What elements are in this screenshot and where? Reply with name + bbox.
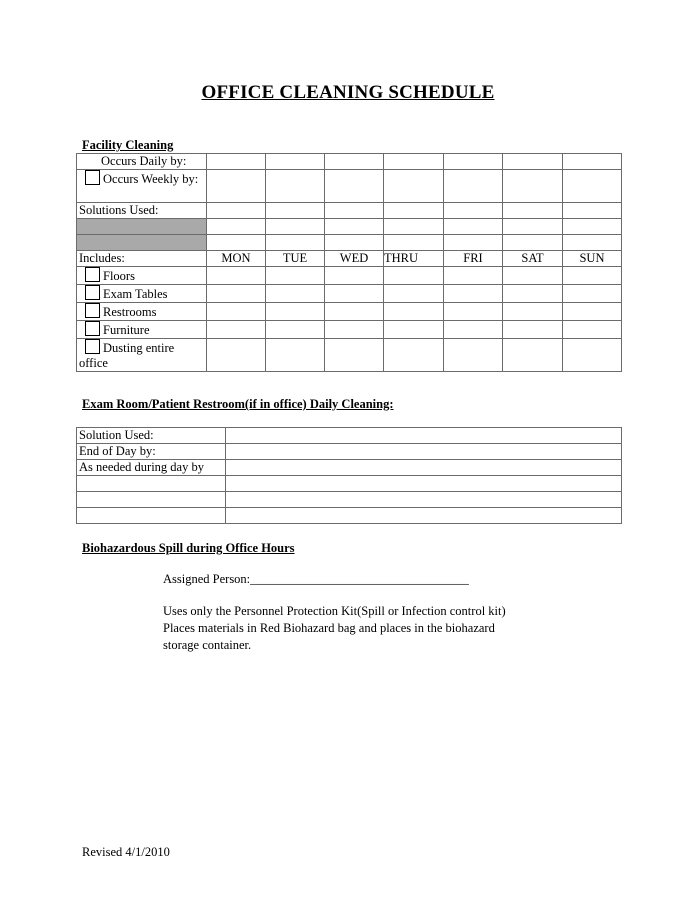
cell[interactable] (444, 203, 503, 219)
cell[interactable] (77, 508, 226, 524)
cell[interactable] (207, 170, 266, 203)
item-label: Floors (103, 269, 135, 283)
cell[interactable] (207, 339, 266, 372)
cell[interactable] (266, 235, 325, 251)
cell[interactable] (563, 154, 622, 170)
item-label: Exam Tables (103, 287, 168, 301)
revision-date: Revised 4/1/2010 (82, 845, 170, 859)
page-title: OFFICE CLEANING SCHEDULE (201, 82, 495, 103)
cell[interactable] (563, 235, 622, 251)
cell[interactable] (266, 170, 325, 203)
cell[interactable] (444, 285, 503, 303)
cell[interactable] (325, 170, 384, 203)
cell[interactable] (207, 203, 266, 219)
cell[interactable] (384, 154, 444, 170)
cell[interactable] (207, 303, 266, 321)
cell[interactable] (503, 154, 563, 170)
cell[interactable] (444, 267, 503, 285)
cell[interactable] (207, 235, 266, 251)
cell[interactable] (266, 339, 325, 372)
instruction-line: storage container. (163, 638, 252, 652)
cell[interactable] (503, 303, 563, 321)
cell[interactable] (503, 219, 563, 235)
item-restrooms (77, 303, 207, 321)
biohazard-heading: Biohazardous Spill during Office Hours (82, 541, 295, 555)
cell[interactable] (77, 492, 226, 508)
cell[interactable] (503, 203, 563, 219)
occurs-weekly-checkbox[interactable] (85, 170, 100, 185)
shaded-cell (77, 219, 207, 235)
end-of-day-field[interactable] (226, 444, 622, 460)
exam-tables-checkbox[interactable] (85, 285, 100, 300)
end-of-day-label: End of Day by: (77, 444, 226, 460)
day-header-fri: FRI (444, 251, 503, 267)
day-header-thru: THRU (384, 251, 444, 267)
cell[interactable] (226, 508, 622, 524)
item-dusting (77, 339, 207, 372)
cell[interactable] (503, 285, 563, 303)
instruction-line: Places materials in Red Biohazard bag and places in the biohazard (163, 621, 495, 635)
cell[interactable] (325, 303, 384, 321)
cell[interactable] (384, 285, 444, 303)
assigned-person-label: Assigned Person: (163, 572, 251, 586)
furniture-checkbox[interactable] (85, 321, 100, 336)
cell[interactable] (563, 339, 622, 372)
cell[interactable] (563, 267, 622, 285)
cell[interactable] (384, 267, 444, 285)
day-header-sun: SUN (563, 251, 622, 267)
cell[interactable] (325, 219, 384, 235)
cell[interactable] (444, 339, 503, 372)
solution-used-field[interactable] (226, 428, 622, 444)
cell[interactable] (384, 170, 444, 203)
cell[interactable] (325, 154, 384, 170)
cell[interactable] (325, 321, 384, 339)
instruction-line: Uses only the Personnel Protection Kit(Spill or Infection control kit) (163, 604, 506, 618)
cell[interactable] (444, 235, 503, 251)
cell[interactable] (444, 170, 503, 203)
solutions-used-label: Solutions Used: (77, 203, 207, 219)
facility-heading: Facility Cleaning (82, 138, 174, 152)
as-needed-field[interactable] (226, 460, 622, 476)
day-header-wed: WED (325, 251, 384, 267)
assigned-person-field[interactable]: ___________________________________ (250, 572, 469, 586)
facility-cleaning-table (76, 153, 622, 372)
cell[interactable] (503, 235, 563, 251)
cell[interactable] (226, 476, 622, 492)
cell[interactable] (226, 492, 622, 508)
cell[interactable] (444, 154, 503, 170)
cell[interactable] (503, 321, 563, 339)
cell[interactable] (444, 219, 503, 235)
occurs-weekly-cell (77, 170, 207, 203)
cell[interactable] (266, 154, 325, 170)
cell[interactable] (266, 267, 325, 285)
cell[interactable] (563, 303, 622, 321)
solution-used-label: Solution Used: (77, 428, 226, 444)
cell[interactable] (444, 321, 503, 339)
cell[interactable] (563, 321, 622, 339)
exam-room-heading: Exam Room/Patient Restroom(if in office) Daily Cleaning: (82, 397, 394, 411)
day-header-tue: TUE (266, 251, 325, 267)
includes-label: Includes: (77, 251, 207, 267)
exam-room-table (76, 427, 622, 524)
cell[interactable] (325, 339, 384, 372)
occurs-weekly-label: Occurs Weekly by: (103, 172, 199, 186)
cell[interactable] (207, 285, 266, 303)
item-label: Furniture (103, 323, 150, 337)
cell[interactable] (325, 267, 384, 285)
item-label: Restrooms (103, 305, 157, 319)
cell[interactable] (266, 203, 325, 219)
cell[interactable] (384, 235, 444, 251)
cell[interactable] (325, 235, 384, 251)
cell[interactable] (563, 170, 622, 203)
cell[interactable] (563, 203, 622, 219)
cell[interactable] (266, 303, 325, 321)
item-exam-tables (77, 285, 207, 303)
item-label: Dusting entire office (79, 341, 175, 370)
cell[interactable] (503, 339, 563, 372)
cell[interactable] (325, 203, 384, 219)
cell[interactable] (503, 170, 563, 203)
biohazard-instructions (163, 603, 506, 654)
cell[interactable] (207, 219, 266, 235)
cell[interactable] (207, 267, 266, 285)
cell[interactable] (384, 321, 444, 339)
shaded-cell (77, 235, 207, 251)
cell[interactable] (266, 285, 325, 303)
cell[interactable] (563, 219, 622, 235)
cell[interactable] (325, 285, 384, 303)
day-header-sat: SAT (503, 251, 563, 267)
cell[interactable] (266, 219, 325, 235)
dusting-checkbox[interactable] (85, 339, 100, 354)
item-floors (77, 267, 207, 285)
cell[interactable] (563, 285, 622, 303)
as-needed-label: As needed during day by (77, 460, 226, 476)
cell[interactable] (266, 321, 325, 339)
cell[interactable] (384, 339, 444, 372)
cell[interactable] (207, 321, 266, 339)
cell[interactable] (384, 303, 444, 321)
cell[interactable] (77, 476, 226, 492)
cell[interactable] (384, 203, 444, 219)
day-header-mon: MON (207, 251, 266, 267)
cell[interactable] (503, 267, 563, 285)
cell[interactable] (444, 303, 503, 321)
item-furniture (77, 321, 207, 339)
cell[interactable] (384, 219, 444, 235)
restrooms-checkbox[interactable] (85, 303, 100, 318)
assigned-person-line (163, 571, 469, 588)
occurs-daily-label: Occurs Daily by: (77, 154, 207, 170)
floors-checkbox[interactable] (85, 267, 100, 282)
cell[interactable] (207, 154, 266, 170)
